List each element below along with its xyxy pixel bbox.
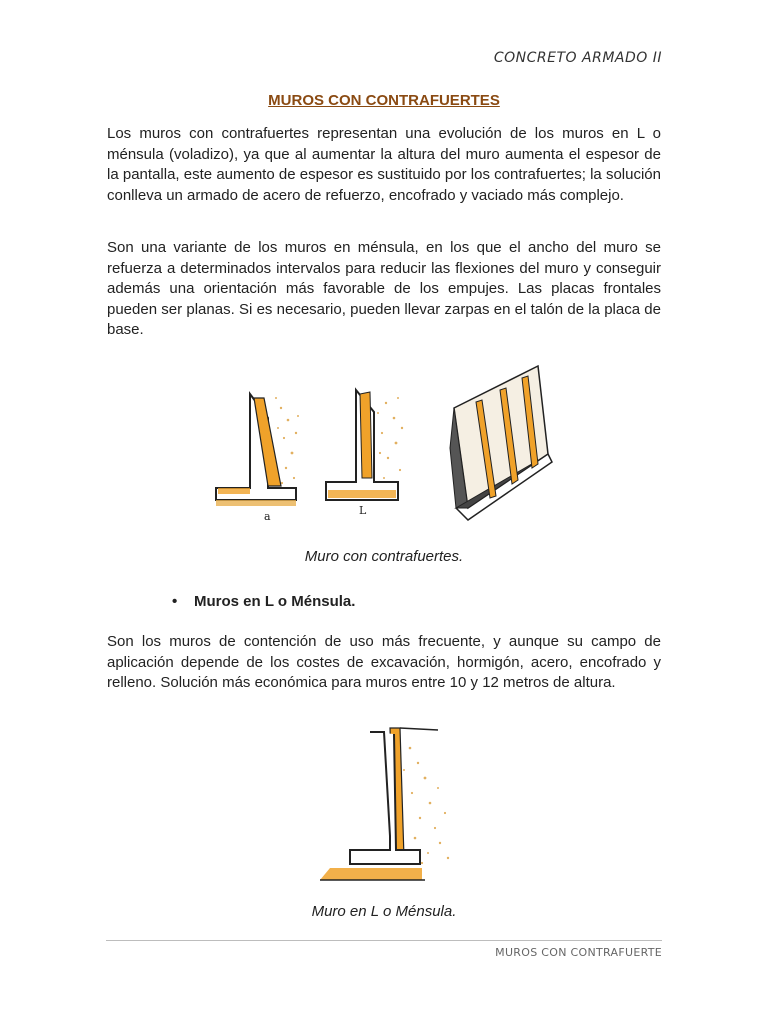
sketch-b [326, 390, 398, 500]
label-a: a [264, 510, 271, 523]
header-course-title: CONCRETO ARMADO II [493, 50, 662, 66]
paragraph-l-wall: Son los muros de contención de uso más frecuente, y aunque su campo de aplicación depende de los costes de excavación, hormigón, acero, encofrado y relleno. Solución más económica para muros entre 10 y 12 metros de altura. [107, 633, 661, 692]
page-title: MUROS CON CONTRAFUERTES [268, 92, 500, 109]
figure1-caption: Muro con contrafuertes. [304, 548, 464, 565]
sketch-c [450, 366, 552, 520]
paragraph-intro: Los muros con contrafuertes representan una evolución de los muros en L o ménsula (voladizo), ya que al aumentar la altura del muro aumenta el espesor de la pantalla, este aumento de espesor es sustituido por los contrafuertes; la solución conlleva un armado de acero de refuerzo, encofrado y vaciado más complejo. [107, 125, 661, 204]
soil-dots-2 [403, 747, 449, 864]
footer-divider [106, 940, 662, 941]
counterfort-wall-figure [206, 358, 556, 533]
footer-text: MUROS CON CONTRAFUERTE [495, 946, 662, 959]
sketch-a [216, 394, 296, 506]
paragraph-variant: Son una variante de los muros en ménsula, en los que el ancho del muro se refuerza a determinados intervalos para reducir las flexiones del muro y conseguir además una orientación más favorable de los empujes. Las placas frontales pueden ser planas. Si es necesario, pueden llevar zarpas en el talón de la placa de base. [107, 239, 661, 339]
bullet-symbol: • [172, 593, 178, 610]
l-wall-figure [300, 718, 475, 893]
soil-dots [275, 397, 403, 494]
figure2-caption: Muro en L o Ménsula. [311, 903, 457, 920]
bullet-item [172, 593, 355, 610]
label-b: L [359, 504, 367, 517]
bullet-text: Muros en L o Ménsula. [194, 593, 356, 610]
